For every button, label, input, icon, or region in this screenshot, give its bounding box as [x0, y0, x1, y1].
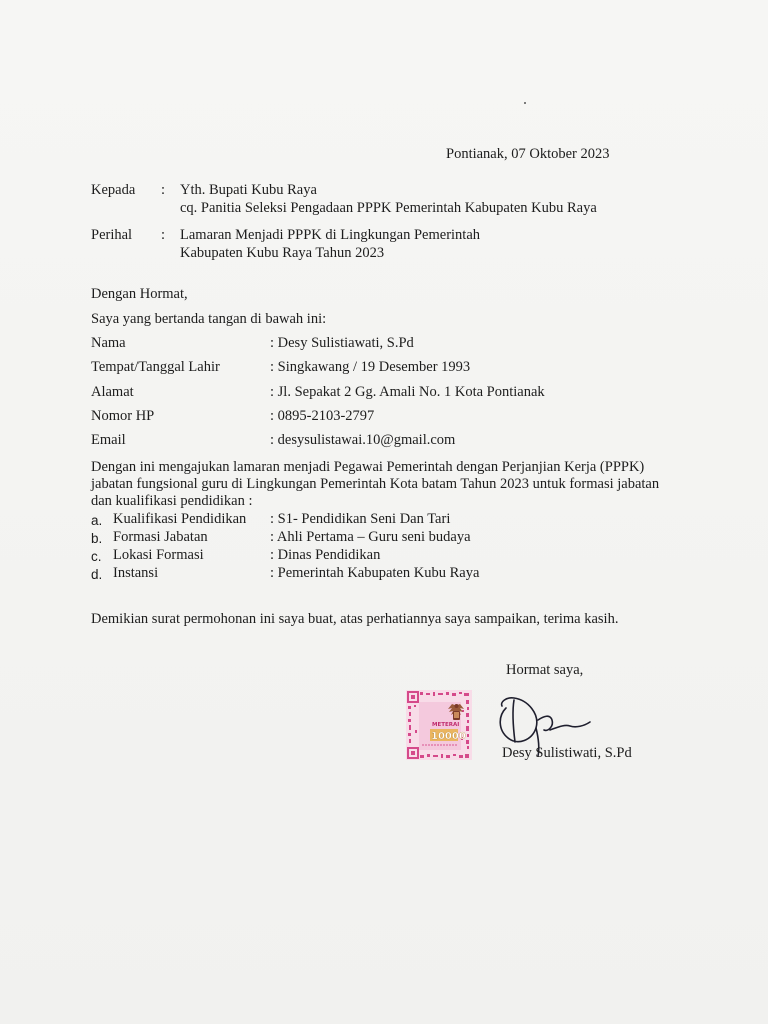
qualification-label: Formasi Jabatan [113, 529, 208, 545]
qualification-value: : S1- Pendidikan Seni Dan Tari [270, 511, 451, 527]
qualification-label: Kualifikasi Pendidikan [113, 511, 247, 527]
identity-value: : Jl. Sepakat 2 Gg. Amali No. 1 Kota Pontianak [270, 384, 545, 400]
identity-label: Tempat/Tanggal Lahir [91, 359, 220, 375]
stamp-value: 10000 [431, 731, 466, 742]
stamp-graphic [406, 690, 472, 760]
qualification-value: : Dinas Pendidikan [270, 547, 381, 563]
stamp-label: METERAI [432, 722, 460, 728]
identity-value: : 0895-2103-2797 [270, 408, 375, 424]
list-marker: a. [91, 513, 103, 528]
qualification-value: : Pemerintah Kabupaten Kubu Raya [270, 565, 480, 581]
identity-label: Alamat [91, 384, 134, 400]
list-marker: d. [91, 567, 103, 582]
identity-value: : Desy Sulistiawati, S.Pd [270, 335, 414, 351]
to-line-1: Yth. Bupati Kubu Raya [180, 182, 317, 198]
to-colon: : [161, 182, 166, 198]
body-line-3: dan kualifikasi pendidikan : [91, 493, 253, 509]
place-date: Pontianak, 07 Oktober 2023 [446, 146, 610, 162]
subject-line-1: Lamaran Menjadi PPPK di Lingkungan Pemerintah [180, 227, 481, 243]
subject-label: Perihal [91, 227, 133, 243]
identity-value: : desysulistawai.10@gmail.com [270, 432, 456, 448]
subject-line-2: Kabupaten Kubu Raya Tahun 2023 [180, 245, 385, 261]
subject-colon: : [161, 227, 166, 243]
duty-stamp [406, 690, 472, 760]
qualification-label: Lokasi Formasi [113, 547, 204, 563]
list-marker: c. [91, 549, 102, 564]
body-line-1: Dengan ini mengajukan lamaran menjadi Pegawai Pemerintah dengan Perjanjian Kerja (PPPK) [91, 459, 645, 475]
identity-label: Email [91, 432, 126, 448]
identity-label: Nomor HP [91, 408, 155, 424]
identity-value: : Singkawang / 19 Desember 1993 [270, 359, 471, 375]
regards: Hormat saya, [506, 662, 584, 678]
to-line-2: cq. Panitia Seleksi Pengadaan PPPK Pemerintah Kabupaten Kubu Raya [180, 200, 597, 216]
body-line-2: jabatan fungsional guru di Lingkungan Pemerintah Kota batam Tahun 2023 untuk formasi jabatan [91, 476, 660, 492]
identity-label: Nama [91, 335, 126, 351]
closing-sentence: Demikian surat permohonan ini saya buat, atas perhatiannya saya sampaikan, terima kasih. [91, 611, 619, 627]
qualification-label: Instansi [113, 565, 159, 581]
signer-name: Desy Sulistiwati, S.Pd [502, 745, 632, 761]
to-label: Kepada [91, 182, 136, 198]
intro: Saya yang bertanda tangan di bawah ini: [91, 311, 327, 327]
paper-speck [524, 102, 526, 104]
qualification-value: : Ahli Pertama – Guru seni budaya [270, 529, 471, 545]
list-marker: b. [91, 531, 103, 546]
greeting: Dengan Hormat, [91, 286, 188, 302]
